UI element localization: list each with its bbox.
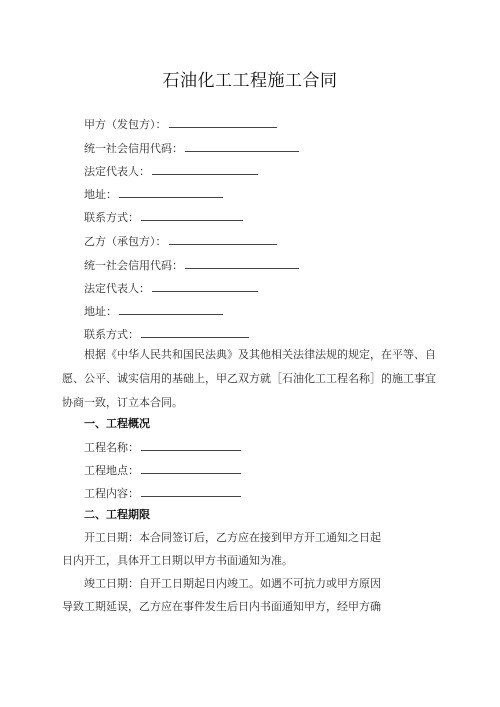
- party-b-contact-label: 联系方式：: [84, 328, 139, 341]
- end-date-line-2: 导致工期延误，乙方应在事件发生后日内书面通知甲方，经甲方确: [62, 600, 381, 613]
- project-name-blank[interactable]: [141, 439, 241, 451]
- project-location-line: [84, 462, 241, 478]
- start-date-line-1: 开工日期：本合同签订后，乙方应在接到甲方开工通知之日起: [84, 531, 381, 544]
- end-date-line-1: 竣工日期：自开工日期起日内竣工。如遇不可抗力或甲方原因: [84, 577, 381, 590]
- party-b-contact-blank[interactable]: [141, 326, 249, 338]
- party-b-address-label: 地址：: [84, 305, 117, 318]
- intro-paragraph: 根据《中华人民共和国民法典》及其他相关法律法规的规定，在平等、自愿、公平、诚实信用的基础上，甲乙双方就［石油化工工程名称］的施工事宜协商一致，订立本合同。: [62, 348, 436, 409]
- party-a-legal-rep-label: 法定代表人：: [84, 165, 150, 178]
- party-b-label: 乙方（承包方）：: [84, 235, 167, 248]
- party-b-line: [84, 233, 277, 249]
- party-b-legal-rep-blank[interactable]: [152, 280, 258, 292]
- project-location-label: 工程地点：: [84, 464, 139, 477]
- project-name-line: [84, 439, 241, 455]
- party-a-address-blank[interactable]: [119, 186, 223, 198]
- start-date-line-2: 日内开工，具体开工日期以甲方书面通知为准。: [62, 554, 293, 567]
- project-location-blank[interactable]: [141, 462, 241, 474]
- party-b-address-blank[interactable]: [119, 303, 223, 315]
- section-2-heading: 二、工程期限: [84, 508, 150, 521]
- party-a-credit-code-label: 统一社会信用代码：: [84, 142, 183, 155]
- party-a-credit-code-line: [84, 140, 299, 156]
- party-b-credit-code-line: [84, 257, 299, 273]
- party-a-label: 甲方（发包方）：: [84, 118, 167, 131]
- party-b-credit-code-label: 统一社会信用代码：: [84, 259, 183, 272]
- party-a-legal-rep-line: [84, 163, 258, 179]
- party-b-address-line: [84, 303, 223, 319]
- party-b-contact-line: [84, 326, 249, 342]
- project-content-blank[interactable]: [141, 485, 241, 497]
- party-b-legal-rep-line: [84, 280, 258, 296]
- project-name-label: 工程名称：: [84, 441, 139, 454]
- document-title: 石油化工工程施工合同: [162, 71, 338, 91]
- party-b-legal-rep-label: 法定代表人：: [84, 282, 150, 295]
- party-a-legal-rep-blank[interactable]: [152, 163, 258, 175]
- party-a-credit-code-blank[interactable]: [185, 140, 299, 152]
- section-1-heading: 一、工程概况: [84, 417, 150, 430]
- project-content-label: 工程内容：: [84, 487, 139, 500]
- party-a-address-line: [84, 186, 223, 202]
- project-content-line: [84, 485, 241, 501]
- party-b-blank[interactable]: [169, 233, 277, 245]
- party-a-contact-line: [84, 209, 243, 225]
- party-b-credit-code-blank[interactable]: [185, 257, 299, 269]
- party-a-contact-label: 联系方式：: [84, 211, 139, 224]
- party-a-contact-blank[interactable]: [141, 209, 243, 221]
- party-a-blank[interactable]: [169, 116, 277, 128]
- party-a-line: [84, 116, 277, 132]
- party-a-address-label: 地址：: [84, 188, 117, 201]
